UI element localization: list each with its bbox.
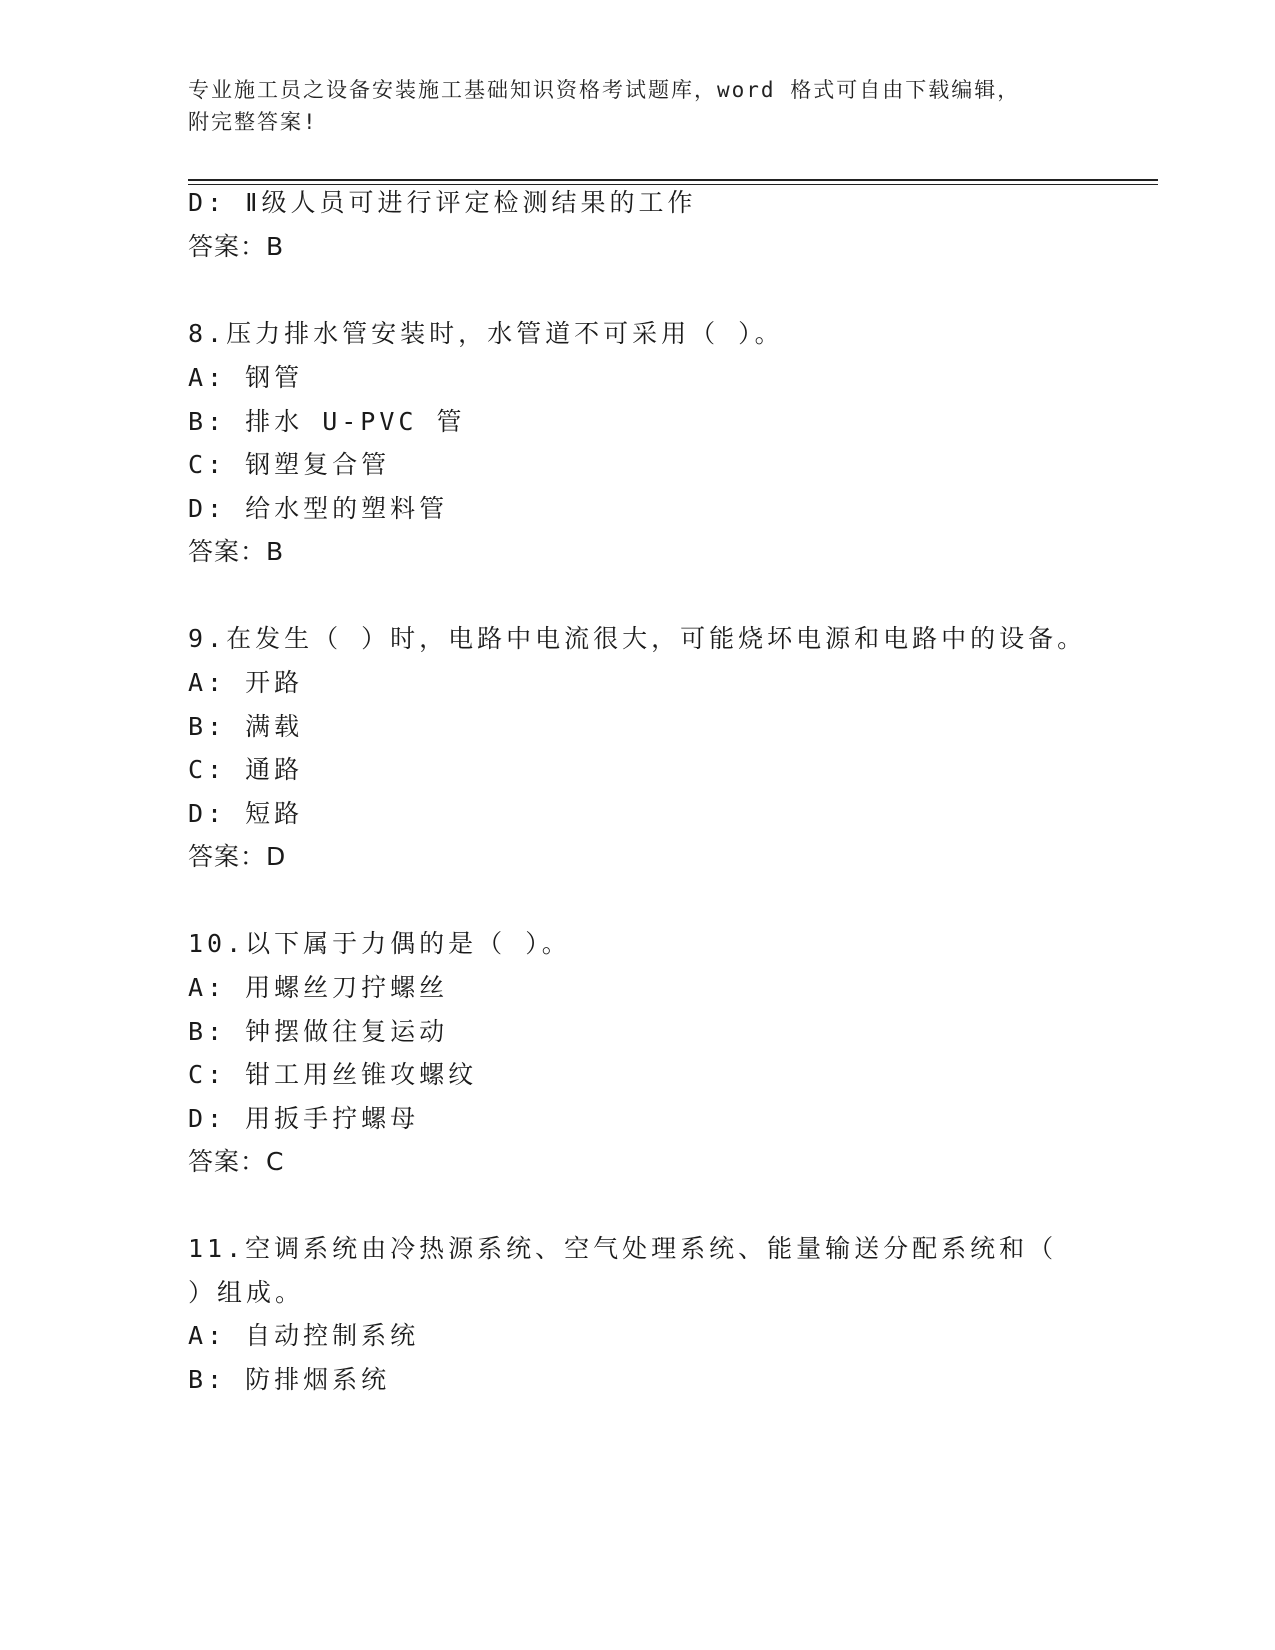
question-11-option-a: A: 自动控制系统 (188, 1321, 420, 1350)
header-rule-thin (188, 184, 1158, 185)
question-8-answer: 答案：B (188, 537, 285, 566)
question-9-option-d: D: 短路 (188, 799, 304, 828)
header-line-1: 专业施工员之设备安装施工基础知识资格考试题库，word 格式可自由下载编辑， (188, 78, 1021, 102)
header-rule-thick (188, 179, 1158, 181)
question-9-option-c: C: 通路 (188, 755, 304, 784)
question-8-option-d: D: 给水型的塑料管 (188, 494, 449, 523)
question-8-option-b: B: 排水 U-PVC 管 (188, 407, 466, 436)
question-8-option-c: C: 钢塑复合管 (188, 450, 391, 479)
question-11-stem-line-1: 11.空调系统由冷热源系统、空气处理系统、能量输送分配系统和（ (188, 1234, 1058, 1263)
question-9-option-a: A: 开路 (188, 668, 304, 697)
question-10-option-a: A: 用螺丝刀拧螺丝 (188, 973, 449, 1002)
header-line-2: 附完整答案! (188, 110, 318, 134)
question-10-option-d: D: 用扳手拧螺母 (188, 1104, 420, 1133)
prev-question-option-d: D: Ⅱ级人员可进行评定检测结果的工作 (188, 188, 697, 217)
question-10-option-b: B: 钟摆做往复运动 (188, 1017, 449, 1046)
question-9-stem: 9.在发生（ ）时，电路中电流很大，可能烧坏电源和电路中的设备。 (188, 624, 1087, 653)
question-11-stem-line-2: ）组成。 (188, 1278, 305, 1307)
question-9-answer: 答案：D (188, 842, 287, 871)
question-8-option-a: A: 钢管 (188, 363, 304, 392)
question-10-option-c: C: 钳工用丝锥攻螺纹 (188, 1060, 478, 1089)
question-11-option-b: B: 防排烟系统 (188, 1365, 391, 1394)
question-10-answer: 答案：C (188, 1147, 285, 1176)
question-9-option-b: B: 满载 (188, 712, 304, 741)
prev-question-answer: 答案：B (188, 232, 285, 261)
question-8-stem: 8.压力排水管安装时，水管道不可采用（ ）。 (188, 319, 784, 348)
question-10-stem: 10.以下属于力偶的是（ ）。 (188, 929, 571, 958)
document-header (188, 74, 1178, 138)
